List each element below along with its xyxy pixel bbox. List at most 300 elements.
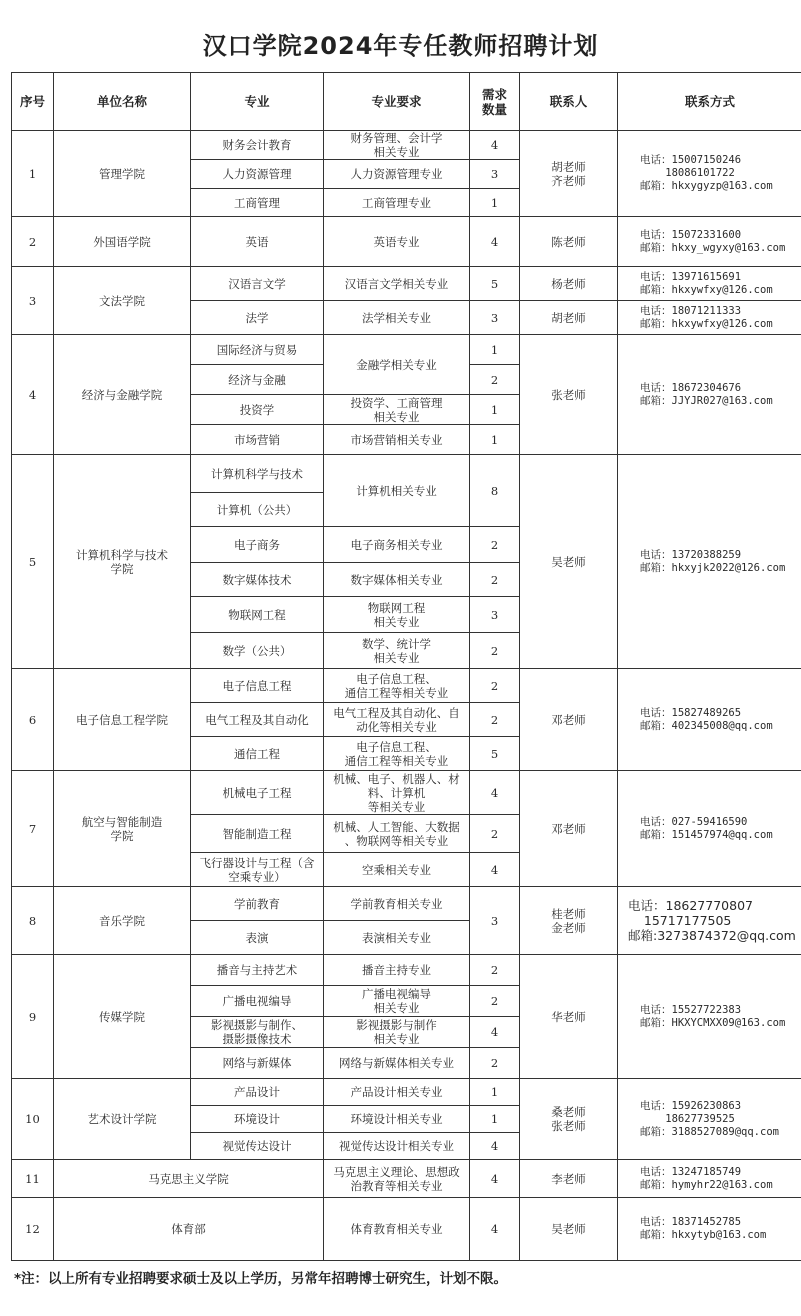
cell-contact-info-line: 电话：13247185749 [640,1165,742,1178]
cell-unit-line: 电子信息工程学院 [76,712,168,727]
cell-contact-person [520,335,618,455]
cell-major [191,493,324,527]
cell-requirement-line: 产品设计相关专业 [350,1085,443,1099]
cell-count: 4 [470,1133,520,1160]
cell-count: 2 [470,955,520,986]
cell-count: 4 [470,1160,520,1198]
cell-unit-line: 学院 [110,828,134,843]
cell-contact-info-line: 邮箱：hkxytyb@163.com [640,1229,767,1241]
cell-major-line: 财务会计教育 [222,138,292,152]
cell-major-line: 英语 [245,234,269,249]
cell-contact-person [520,955,618,1079]
cell-major-line: 表演 [245,930,269,945]
cell-contact-info-line: 18086101722 [640,167,735,179]
cell-count: 2 [470,669,520,703]
cell-no: 5 [12,455,54,669]
cell-no: 12 [12,1198,54,1261]
cell-major-line: 空乘专业） [228,869,286,884]
cell-major [191,921,324,955]
cell-unit [54,335,191,455]
cell-contact-info-line: 15717177505 [628,913,732,928]
cell-count: 4 [470,853,520,887]
cell-count: 3 [470,597,520,633]
cell-major [191,955,324,986]
cell-unit-line: 外国语学院 [93,234,151,249]
cell-count: 2 [470,633,520,669]
cell-major-line: 法学 [245,310,269,325]
cell-major [191,986,324,1017]
cell-count: 5 [470,267,520,301]
cell-contact-person-line: 胡老师 [551,159,586,174]
cell-contact-person [520,131,618,217]
cell-no: 1 [12,131,54,217]
cell-requirement-line: 市场营销相关专业 [350,432,443,447]
table-header-row [12,73,801,131]
cell-contact-info [618,1198,801,1261]
cell-major-line: 摄影摄像技术 [222,1032,292,1046]
cell-contact-info [618,1160,801,1198]
cell-major-line: 物联网工程 [228,607,286,622]
header-major: 专业 [191,73,324,131]
cell-contact-person-line: 李老师 [551,1171,586,1186]
cell-contact-info-line: 邮箱：151457974@qq.com [640,828,773,841]
cell-contact-info-line: 邮箱：hymyhr22@163.com [640,1178,773,1191]
cell-major [191,669,324,703]
cell-requirement [324,853,470,887]
cell-unit [54,887,191,955]
cell-major-line: 数字媒体技术 [222,572,292,587]
cell-major-line: 国际经济与贸易 [216,342,298,357]
cell-contact-person-line: 吴老师 [551,554,586,569]
cell-requirement [324,815,470,853]
cell-contact-info [618,771,801,887]
cell-contact-person-line: 陈老师 [551,234,586,249]
cell-contact-info [618,669,801,771]
cell-requirement-line: 等相关专业 [367,799,426,814]
cell-contact-info-line: 电话：027-59416590 [640,815,748,828]
cell-requirement-line: 治教育等相关专业 [350,1178,443,1193]
cell-major-line: 经济与金融 [228,372,286,387]
cell-major [191,887,324,921]
cell-requirement [324,1198,470,1261]
cell-contact-person-line: 杨老师 [551,276,586,291]
cell-requirement-line: 、物联网等相关专业 [344,833,449,848]
cell-requirement [324,1106,470,1133]
cell-requirement [324,131,470,160]
cell-major [191,395,324,425]
cell-requirement [324,1017,470,1048]
cell-contact-person [520,771,618,887]
cell-requirement-line: 电子商务相关专业 [350,537,443,552]
cell-major [191,335,324,365]
cell-count: 8 [470,455,520,527]
cell-requirement [324,395,470,425]
cell-contact-info [618,131,801,217]
table-row [12,455,801,493]
cell-requirement [324,887,470,921]
cell-contact-info-line: 电话：18627770807 [628,898,753,913]
cell-count: 3 [470,160,520,189]
cell-unit [54,771,191,887]
cell-count: 4 [470,217,520,267]
cell-count: 1 [470,189,520,217]
cell-requirement-line: 广播电视编导 [362,987,431,1001]
cell-contact-info-line: 电话：15926230863 [640,1099,742,1112]
table-row [12,771,801,815]
cell-contact-info-line: 电话：15072331600 [640,228,742,241]
cell-requirement [324,189,470,217]
cell-unit [54,217,191,267]
cell-count: 1 [470,1079,520,1106]
cell-requirement [324,160,470,189]
cell-count: 2 [470,365,520,395]
cell-major-line: 计算机（公共） [216,502,298,517]
cell-requirement-line: 法学相关专业 [362,310,431,325]
cell-requirement [324,703,470,737]
cell-contact-person-line: 桂老师 [551,906,586,921]
cell-contact-info-line: 电话：15527722383 [640,1003,742,1016]
cell-requirement [324,986,470,1017]
cell-unit [54,455,191,669]
cell-major-line: 电子信息工程 [222,678,292,693]
cell-requirement-line: 数字媒体相关专业 [350,572,443,587]
cell-major-line: 飞行器设计与工程（含 [199,855,315,870]
cell-requirement-line: 环境设计相关专业 [350,1112,443,1126]
cell-major-line: 通信工程 [234,746,280,761]
cell-major [191,301,324,335]
cell-requirement-line: 电气工程及其自动化、自 [333,705,460,720]
cell-requirement-line: 网络与新媒体相关专业 [339,1056,454,1070]
cell-requirement-line: 相关专业 [373,409,420,424]
cell-unit-line: 航空与智能制造 [81,814,163,829]
cell-requirement [324,301,470,335]
cell-requirement-line: 英语专业 [373,234,420,249]
cell-major [191,1106,324,1133]
cell-contact-info-line: 电话：18371452785 [640,1216,742,1228]
cell-contact-person-line: 华老师 [551,1009,586,1024]
cell-no: 2 [12,217,54,267]
cell-requirement-line: 视觉传达设计相关专业 [339,1139,454,1153]
cell-requirement-line: 播音主持专业 [362,963,431,977]
cell-major-line: 播音与主持艺术 [216,963,298,977]
cell-major [191,455,324,493]
table-row [12,267,801,301]
table-row [12,1198,801,1261]
cell-contact-info-line: 邮箱：hkxygyzp@163.com [640,180,773,192]
cell-major-line: 汉语言文学 [228,276,286,291]
cell-requirement-line: 人力资源管理专业 [350,167,443,181]
cell-requirement [324,771,470,815]
cell-major [191,131,324,160]
cell-contact-person [520,887,618,955]
cell-major-line: 工商管理 [234,195,280,210]
cell-contact-info-line: 电话：18672304676 [640,381,742,394]
cell-no: 3 [12,267,54,335]
cell-contact-person [520,301,618,335]
cell-requirement-line: 空乘相关专业 [362,862,431,877]
cell-requirement [324,267,470,301]
cell-contact-info-line: 邮箱：hkxywfxy@126.com [640,317,773,330]
cell-count: 3 [470,887,520,955]
cell-major [191,703,324,737]
header-count: 需求 数量 [470,73,520,131]
cell-no: 4 [12,335,54,455]
cell-no: 8 [12,887,54,955]
cell-requirement-line: 财务管理、会计学 [350,131,443,145]
cell-contact-person [520,1160,618,1198]
footnote: *注：以上所有专业招聘要求硕士及以上学历，另常年招聘博士研究生，计划不限。 [14,1271,508,1287]
cell-requirement [324,1048,470,1079]
cell-count: 1 [470,335,520,365]
cell-contact-info [618,887,801,955]
cell-contact-person-line: 胡老师 [551,310,586,325]
cell-no: 11 [12,1160,54,1198]
table-row [12,335,801,365]
cell-major [191,1133,324,1160]
cell-major [191,365,324,395]
cell-unit-line: 传媒学院 [99,1009,145,1024]
cell-contact-info-line: 邮箱:3273874372@qq.com [628,928,796,943]
cell-count: 2 [470,815,520,853]
cell-requirement [324,1160,470,1198]
cell-major [191,267,324,301]
cell-requirement-line: 工商管理专业 [362,195,431,210]
cell-major-line: 视觉传达设计 [222,1139,292,1153]
cell-major [191,771,324,815]
cell-major [191,189,324,217]
cell-major [191,527,324,563]
cell-requirement-line: 学前教育相关专业 [350,896,443,911]
cell-major [191,815,324,853]
cell-contact-info [618,455,801,669]
cell-requirement [324,527,470,563]
cell-major-line: 电气工程及其自动化 [205,712,309,727]
cell-contact-person [520,455,618,669]
cell-major-line: 学前教育 [234,896,280,911]
cell-major [191,853,324,887]
header-no: 序号 [12,73,54,131]
cell-major-line: 人力资源管理 [222,167,292,181]
cell-requirement-line: 通信工程等相关专业 [344,753,449,768]
cell-contact-person-line: 齐老师 [551,173,586,188]
table-row [12,1160,801,1198]
cell-unit-line: 经济与金融学院 [81,387,163,402]
cell-requirement-line: 物联网工程 [367,600,426,615]
cell-unit [54,1079,191,1160]
cell-major-line: 电子商务 [234,537,280,552]
header-unit: 单位名称 [54,73,191,131]
cell-requirement-line: 金融学相关专业 [356,357,437,372]
cell-major-line: 数学（公共） [222,643,292,658]
cell-major [191,633,324,669]
cell-contact-info-line: 邮箱：hkxy_wgyxy@163.com [640,241,786,254]
cell-major-line: 计算机科学与技术 [211,466,303,481]
cell-requirement [324,921,470,955]
cell-requirement-line: 相关专业 [373,650,420,665]
cell-requirement-line: 体育教育相关专业 [350,1222,443,1236]
cell-contact-person [520,669,618,771]
cell-contact-info [618,301,801,335]
cell-contact-person-line: 金老师 [551,920,586,935]
cell-major-line: 投资学 [239,402,275,417]
cell-unit [54,1198,324,1261]
cell-requirement-line: 电子信息工程、 [356,739,437,754]
cell-requirement-line: 表演相关专业 [362,930,431,945]
cell-requirement [324,597,470,633]
cell-requirement-line: 相关专业 [373,614,420,629]
cell-count: 4 [470,1017,520,1048]
cell-major-line: 市场营销 [234,432,280,447]
cell-major-line: 环境设计 [234,1112,280,1126]
cell-requirement-line: 相关专业 [373,145,420,159]
cell-major [191,160,324,189]
header-requirement: 专业要求 [324,73,470,131]
cell-major-line: 智能制造工程 [222,826,292,841]
cell-contact-info-line: 邮箱：hkxywfxy@126.com [640,283,773,296]
cell-count: 4 [470,771,520,815]
cell-count: 4 [470,131,520,160]
cell-requirement-line: 相关专业 [373,1032,420,1046]
cell-requirement [324,455,470,527]
cell-requirement [324,563,470,597]
cell-count: 1 [470,1106,520,1133]
cell-contact-info-line: 邮箱：3188527089@qq.com [640,1125,779,1138]
cell-contact-info-line: 邮箱：402345008@qq.com [640,719,773,732]
cell-requirement-line: 机械、电子、机器人、材 [333,771,460,786]
cell-unit [54,1160,324,1198]
cell-unit-line: 文法学院 [99,293,145,308]
cell-count: 2 [470,1048,520,1079]
cell-contact-person-line: 张老师 [551,1119,586,1133]
cell-unit [54,131,191,217]
table-row [12,217,801,267]
cell-requirement-line: 计算机相关专业 [356,483,437,498]
cell-requirement [324,669,470,703]
cell-contact-info [618,217,801,267]
cell-contact-person-line: 吴老师 [551,1222,586,1236]
cell-contact-info-line: 电话：15007150246 [640,154,742,166]
cell-major-line: 广播电视编导 [222,994,292,1008]
recruitment-table [11,72,801,1261]
table-row [12,131,801,160]
cell-requirement-line: 投资学、工商管理 [350,395,443,410]
cell-requirement-line: 动化等相关专业 [356,719,437,734]
cell-unit-line: 音乐学院 [99,913,145,928]
cell-requirement-line: 相关专业 [373,1001,420,1015]
cell-count: 2 [470,703,520,737]
cell-contact-info-line: 邮箱：hkxyjk2022@126.com [640,561,786,574]
cell-contact-person-line: 邓老师 [551,712,586,727]
cell-no: 7 [12,771,54,887]
header-contact-info: 联系方式 [618,73,801,131]
cell-count: 1 [470,425,520,455]
cell-requirement-line: 通信工程等相关专业 [344,685,449,700]
cell-no: 9 [12,955,54,1079]
table-row [12,1079,801,1106]
cell-contact-person-line: 桑老师 [551,1105,586,1119]
cell-unit-line: 马克思主义学院 [148,1171,229,1186]
cell-requirement-line: 数学、统计学 [362,636,431,651]
cell-contact-person [520,1198,618,1261]
cell-contact-person [520,217,618,267]
cell-contact-info [618,1079,801,1160]
cell-requirement [324,425,470,455]
cell-count: 2 [470,563,520,597]
cell-count: 1 [470,395,520,425]
cell-unit-line: 学院 [110,561,134,576]
cell-unit-line: 计算机科学与技术 [76,547,168,562]
cell-contact-info-line: 邮箱：HKXYCMXX09@163.com [640,1016,786,1029]
cell-contact-info-line: 18627739525 [640,1112,735,1125]
cell-contact-person-line: 邓老师 [551,821,586,836]
cell-contact-person [520,267,618,301]
cell-requirement [324,335,470,395]
cell-contact-info [618,955,801,1079]
cell-count: 5 [470,737,520,771]
cell-major [191,1079,324,1106]
cell-contact-info-line: 电话：18071211333 [640,304,742,317]
cell-major-line: 影视摄影与制作、 [211,1018,303,1032]
cell-contact-info-line: 邮箱：JJYJR027@163.com [640,394,773,407]
cell-contact-info-line: 电话：15827489265 [640,706,742,719]
cell-major [191,563,324,597]
cell-major [191,217,324,267]
cell-requirement [324,633,470,669]
cell-requirement-line: 影视摄影与制作 [356,1018,437,1032]
cell-no: 10 [12,1079,54,1160]
cell-requirement [324,1079,470,1106]
cell-no: 6 [12,669,54,771]
cell-count: 2 [470,986,520,1017]
cell-requirement-line: 汉语言文学相关专业 [344,276,449,291]
cell-requirement-line: 马克思主义理论、思想政 [333,1164,460,1179]
cell-unit [54,669,191,771]
header-contact-person: 联系人 [520,73,618,131]
cell-major [191,597,324,633]
table-row [12,669,801,703]
cell-contact-info [618,335,801,455]
table-row [12,887,801,921]
cell-major [191,1048,324,1079]
cell-requirement [324,737,470,771]
cell-count: 3 [470,301,520,335]
cell-requirement-line: 机械、人工智能、大数据 [333,819,460,834]
cell-requirement-line: 料、计算机 [367,785,426,800]
cell-requirement [324,217,470,267]
cell-major-line: 机械电子工程 [222,785,292,800]
cell-major [191,1017,324,1048]
cell-unit-line: 体育部 [171,1222,206,1236]
cell-count: 4 [470,1198,520,1261]
cell-requirement-line: 电子信息工程、 [356,671,437,686]
cell-major [191,425,324,455]
cell-count: 2 [470,527,520,563]
cell-contact-info-line: 电话：13720388259 [640,548,742,561]
cell-unit-line: 艺术设计学院 [87,1112,157,1126]
cell-contact-info-line: 电话：13971615691 [640,270,742,283]
cell-unit-line: 管理学院 [99,166,145,181]
cell-requirement [324,1133,470,1160]
cell-major-line: 产品设计 [234,1085,280,1099]
cell-contact-info [618,267,801,301]
table-row [12,955,801,986]
cell-unit [54,955,191,1079]
cell-contact-person [520,1079,618,1160]
cell-requirement [324,955,470,986]
cell-major-line: 网络与新媒体 [222,1056,292,1070]
cell-contact-person-line: 张老师 [551,387,586,402]
cell-major [191,737,324,771]
